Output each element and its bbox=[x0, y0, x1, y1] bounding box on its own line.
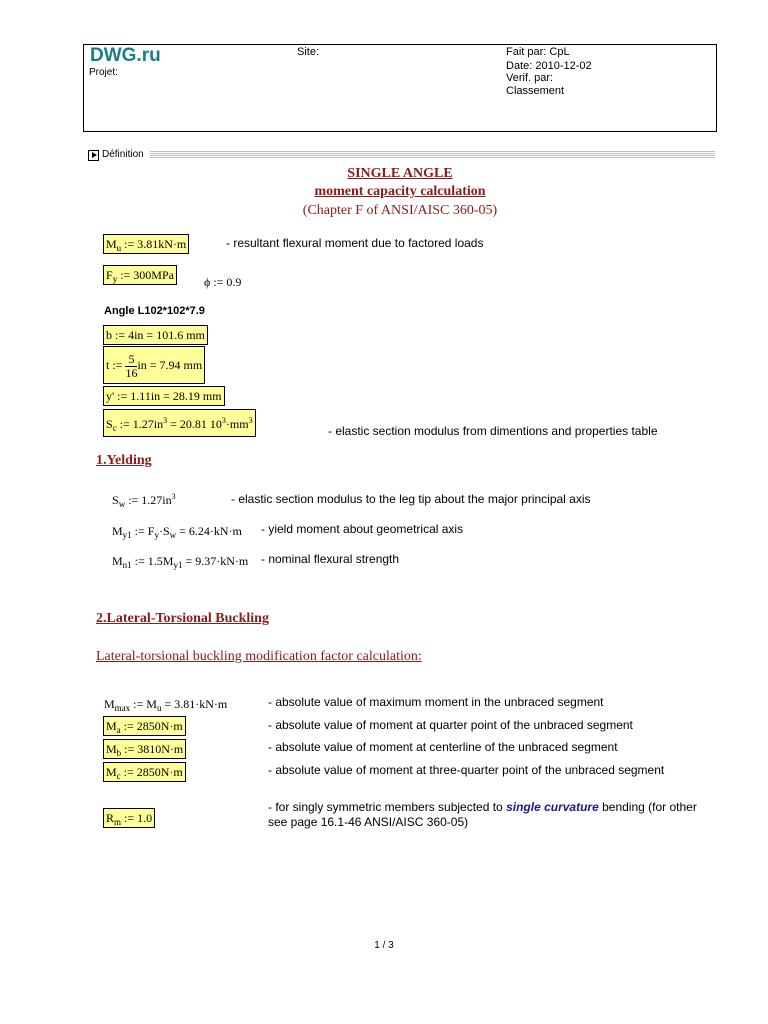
definition-label[interactable]: Définition bbox=[102, 149, 144, 160]
rm-input[interactable]: $R_m$ := 1.0 bbox=[103, 808, 155, 828]
title-single-angle: SINGLE ANGLE bbox=[347, 166, 453, 181]
definition-divider bbox=[150, 151, 715, 159]
mn1-formula: $M_{n1}$ := $1.5M_{y1} = 9.37\cdot kN\cdot m$ bbox=[112, 554, 249, 570]
verif-par: Verif. par: bbox=[506, 72, 554, 84]
classement: Classement bbox=[506, 85, 565, 97]
my1-formula: $M_{y1}$ := $F_y\cdot S_w = 6.24\cdot kN\cdot m$ bbox=[112, 524, 242, 540]
mmax-note: - absolute value of maximum moment in the unbraced segment bbox=[268, 695, 604, 709]
mc-input[interactable]: $M_c$ := 2850N·m bbox=[103, 762, 186, 782]
logo: DWG.ru bbox=[90, 45, 161, 66]
t-input[interactable]: t := $\frac{5}{16}$ in = 7.94 mm bbox=[103, 346, 205, 384]
mb-input[interactable]: $M_b$ := 3810N·m bbox=[103, 739, 186, 759]
date: Date: 2010-12-02 bbox=[506, 60, 592, 72]
page-number: 1 / 3 bbox=[374, 940, 394, 951]
sw-note: - elastic section modulus to the leg tip about the major principal axis bbox=[231, 492, 591, 506]
rm-note: - for singly symmetric members subjected to single curvature bending (for other bbox=[268, 800, 697, 814]
mmax-formula: $M_{max}$ := $M_u = 3.81\cdot kN\cdot m$ bbox=[104, 697, 228, 713]
y-input[interactable]: y' := 1.11in = 28.19 mm bbox=[103, 386, 225, 406]
mu-note: - resultant flexural moment due to factored loads bbox=[226, 236, 484, 250]
mu-input[interactable]: $M_u$ := 3.81kN·m bbox=[103, 234, 189, 254]
projet-label: Projet: bbox=[89, 67, 118, 78]
expand-arrow-icon[interactable] bbox=[88, 150, 99, 161]
mn1-note: - nominal flexural strength bbox=[261, 552, 400, 566]
phi-value: ϕ := 0.9 bbox=[204, 275, 242, 289]
ltb-heading: 2.Lateral-Torsional Buckling bbox=[96, 611, 269, 626]
ma-note: - absolute value of moment at quarter point of the unbraced segment bbox=[268, 718, 633, 732]
single-curvature-highlight: single curvature bbox=[506, 800, 599, 814]
sc-input[interactable]: $S_c$ := $1.27in^3 = 20.81$ $10^3\cdot mm^3$ bbox=[103, 409, 256, 437]
yelding-heading: 1.Yelding bbox=[96, 453, 152, 468]
sc-note: - elastic section modulus from dimentions and properties table bbox=[328, 424, 658, 438]
mc-note: - absolute value of moment at three-quarter point of the unbraced segment bbox=[268, 763, 665, 777]
angle-heading: Angle L102*102*7.9 bbox=[104, 305, 205, 317]
ma-input[interactable]: $M_a$ := 2850N·m bbox=[103, 716, 186, 736]
mb-note: - absolute value of moment at centerline of the unbraced segment bbox=[268, 740, 618, 754]
title-chapter: (Chapter F of ANSI/AISC 360-05) bbox=[302, 203, 498, 218]
sw-formula: $S_w$ := $1.27in^3$ bbox=[112, 492, 176, 509]
ltb-subheading: Lateral-torsional buckling modification factor calculation: bbox=[96, 649, 422, 664]
rm-note-line2: see page 16.1-46 ANSI/AISC 360-05) bbox=[268, 815, 469, 829]
fait-par: Fait par: CpL bbox=[506, 46, 570, 58]
my1-note: - yield moment about geometrical axis bbox=[261, 522, 464, 536]
title-moment-capacity: moment capacity calculation bbox=[314, 184, 486, 199]
fy-input[interactable]: $F_y$ := 300MPa bbox=[103, 265, 177, 285]
site-label: Site: bbox=[297, 46, 320, 58]
b-input[interactable]: b := 4in = 101.6 mm bbox=[103, 325, 208, 345]
header-box bbox=[83, 44, 717, 132]
